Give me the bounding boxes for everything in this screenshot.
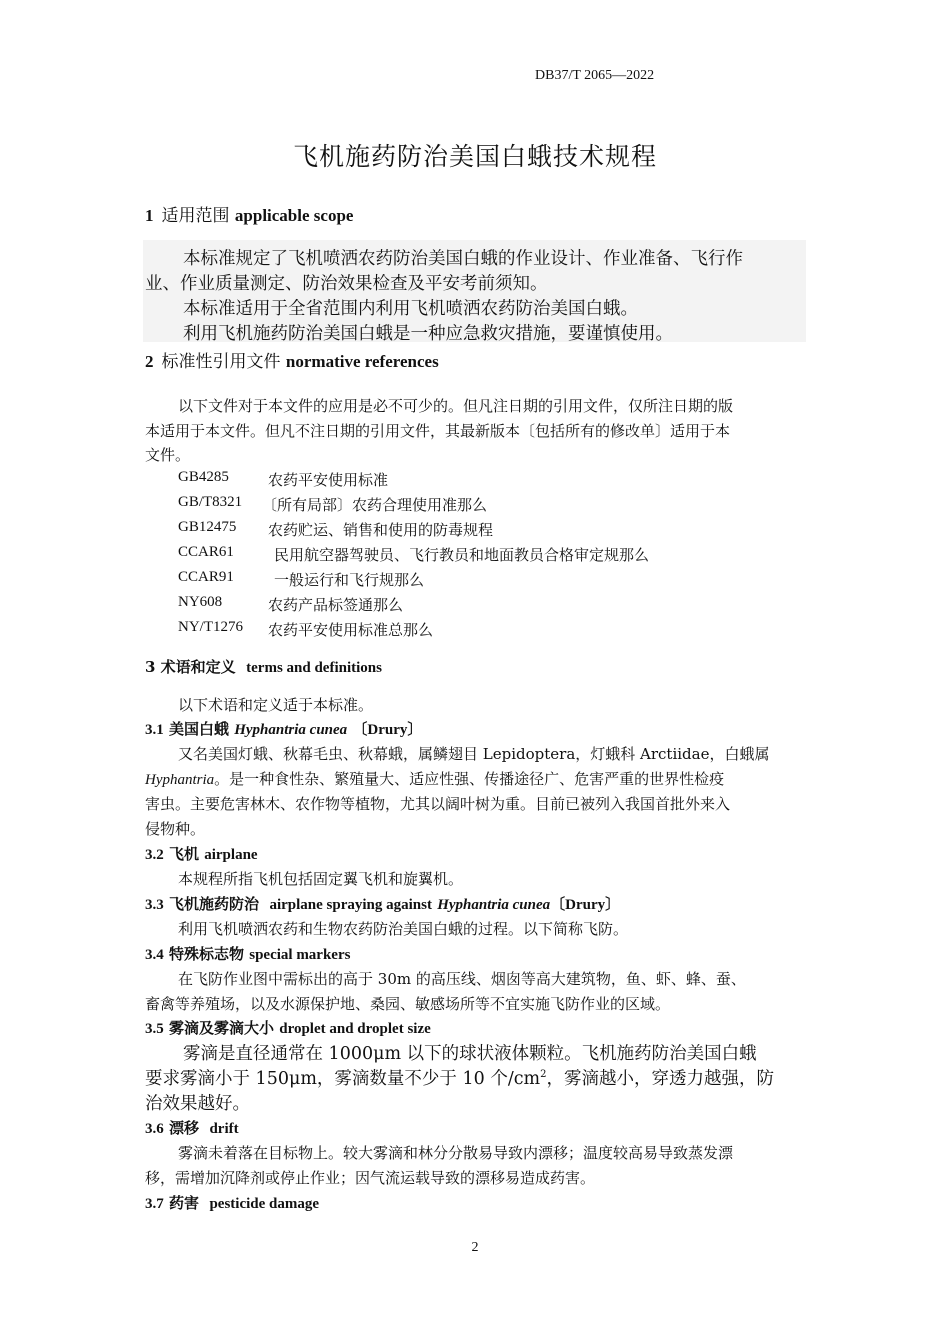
term-3-5-line-1: 雾滴是直径通常在 1000μm 以下的球状液体颗粒。飞机施药防治美国白蛾 [183,1044,757,1064]
term-3-5-heading: 3.5 雾滴及雾滴大小 droplet and droplet size [145,1019,431,1037]
term-3-2-line-1: 本规程所指飞机包括固定翼飞机和旋翼机。 [178,870,464,888]
term-3-6-heading: 3.6 漂移 drift [145,1119,239,1137]
section-2-paragraph-line-2: 本适用于本文件。但凡不注日期的引用文件，其最新版本〔包括所有的修改单〕适用于本 [145,422,731,440]
term-3-2-heading: 3.2 飞机 airplane [145,845,258,863]
term-3-7-heading: 3.7 药害 pesticide damage [145,1194,320,1212]
term-3-5-line-3: 治效果越好。 [145,1094,250,1114]
term-3-6-line-1: 雾滴未着落在目标物上。较大雾滴和林分分散易导致内漂移；温度较高易导致蒸发漂 [178,1144,734,1162]
reference-code: CCAR91 [178,569,234,585]
term-3-1-line-4: 侵物种。 [145,820,206,838]
reference-title: 农药平安使用标准总那么 [268,621,434,639]
term-3-1-line-3: 害虫。主要危害林木、农作物等植物，尤其以阔叶树为重。目前已被列入我国首批外来入 [145,795,731,813]
section-1-paragraph-3: 利用飞机施药防治美国白蛾是一种应急救灾措施，要谨慎使用。 [183,324,673,344]
term-3-1-line-1: 又名美国灯蛾、秋幕毛虫、秋幕蛾，属鳞翅目 Lepidoptera，灯蛾科 Arctiidae，白蛾属 [178,745,770,763]
reference-title: 农药产品标签通那么 [268,596,404,614]
document-number-header: DB37/T 2065—2022 [535,68,655,83]
reference-code: NY/T1276 [178,619,243,635]
term-3-4-heading: 3.4 特殊标志物 special markers [145,945,351,963]
reference-code: NY608 [178,594,223,610]
term-3-4-line-1: 在飞防作业图中需标出的高于 30m 的高压线、烟囱等高大建筑物，鱼、虾、蜂、蚕、 [178,970,746,988]
reference-title: 一般运行和飞行规那么 [274,571,425,589]
reference-title: 〔所有局部〕农药合理使用准那么 [262,496,488,514]
page-title: 飞机施药防治美国白蛾技术规程 [292,142,657,171]
section-1-heading: 1 适用范围 applicable scope [145,206,354,226]
section-1-paragraph-2: 本标准适用于全省范围内利用飞机喷洒农药防治美国白蛾。 [183,299,638,319]
term-3-6-line-2: 移，需增加沉降剂或停止作业；因气流运载导致的漂移易造成药害。 [145,1169,596,1187]
reference-title: 农药平安使用标准 [268,471,389,489]
reference-title: 民用航空器驾驶员、飞行教员和地面教员合格审定规那么 [274,546,650,564]
section-2-heading: 2 标准性引用文件 normative references [145,352,439,372]
term-3-1-line-2: Hyphantria。是一种食性杂、繁殖量大、适应性强、传播途径广、危害严重的世界性检疫 [145,770,725,788]
term-3-4-line-2: 畜禽等养殖场，以及水源保护地、桑园、敏感场所等不宜实施飞防作业的区域。 [145,995,671,1013]
term-3-3-line-1: 利用飞机喷洒农药和生物农药防治美国白蛾的过程。以下简称飞防。 [178,920,629,938]
section-3-heading: 3 术语和定义 terms and definitions [145,658,382,676]
term-3-3-heading: 3.3 飞机施药防治 airplane spraying against Hyphantria cunea〔Drury〕 [145,895,621,913]
section-3-intro: 以下术语和定义适于本标准。 [178,696,374,714]
reference-code: GB12475 [178,519,237,535]
term-3-1-heading: 3.1 美国白蛾 Hyphantria cunea 〔Drury〕 [145,720,423,738]
reference-code: GB4285 [178,469,229,485]
section-1-paragraph-1-line-1: 本标准规定了飞机喷洒农药防治美国白蛾的作业设计、作业准备、飞行作 [183,249,743,269]
reference-title: 农药贮运、销售和使用的防毒规程 [268,521,494,539]
section-2-paragraph-line-1: 以下文件对于本文件的应用是必不可少的。但凡注日期的引用文件，仅所注日期的版 [178,397,734,415]
reference-code: GB/T8321 [178,494,243,510]
reference-code: CCAR61 [178,544,234,560]
page-number: 2 [471,1240,479,1255]
term-3-5-line-2: 要求雾滴小于 150μm，雾滴数量不少于 10 个$/cm^2$，雾滴越小，穿透力越强，防 [145,1069,774,1089]
section-1-paragraph-1-line-2: 业、作业质量测定、防治效果检查及平安考前须知。 [145,274,548,294]
section-2-paragraph-line-3: 文件。 [145,446,191,464]
